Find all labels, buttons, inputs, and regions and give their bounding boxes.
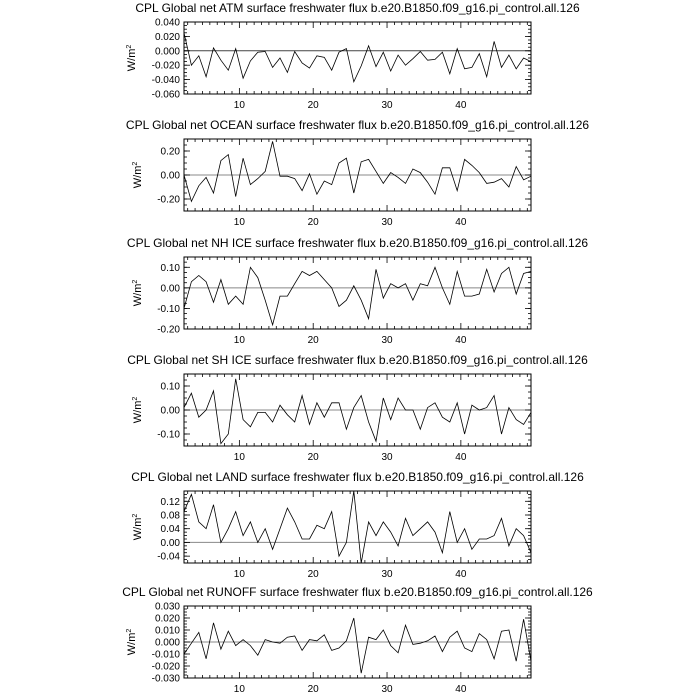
y-axis-label	[132, 397, 144, 424]
x-tick-label: 10	[233, 100, 245, 111]
y-tick-label: -0.040	[151, 75, 180, 87]
y-axis-label-unit: W/m	[132, 283, 144, 307]
y-tick-label: -0.030	[151, 673, 180, 685]
y-axis-label	[132, 280, 144, 307]
x-tick-label: 30	[381, 569, 393, 580]
y-axis-label-unit: W/m	[132, 165, 144, 189]
plot-frame	[184, 22, 531, 94]
x-tick-label: 10	[233, 452, 245, 463]
y-axis-label-unit: W/m	[126, 48, 139, 72]
y-axis-label-superscript: 2	[126, 628, 134, 633]
y-axis-label-superscript: 2	[132, 279, 139, 284]
series-line	[184, 618, 531, 673]
x-tick-label: 40	[455, 335, 467, 346]
y-tick-label: -0.04	[157, 551, 180, 563]
y-axis-label-superscript: 2	[126, 44, 134, 49]
y-tick-label: 0.020	[154, 613, 180, 625]
x-tick-label: 30	[381, 452, 393, 463]
y-tick-label: 0.00	[160, 537, 180, 549]
y-tick-label: 0.000	[154, 46, 180, 58]
panel-6	[122, 585, 593, 695]
y-tick-label: 0.12	[160, 496, 180, 508]
x-tick-label: 40	[455, 684, 467, 695]
y-axis-label-unit: W/m	[132, 400, 144, 424]
x-tick-label: 20	[307, 217, 319, 228]
y-tick-label: -0.010	[151, 649, 180, 661]
y-tick-label: 0.010	[154, 625, 180, 637]
panel-1	[126, 1, 580, 111]
x-tick-label: 10	[233, 335, 245, 346]
y-axis-label	[126, 629, 138, 656]
y-tick-label: 0.10	[160, 262, 180, 274]
panel-title: CPL Global net LAND surface freshwater flux b.e20.B1850.f09_g16.pi_control.all.126	[131, 470, 584, 484]
x-tick-label: 20	[307, 452, 319, 463]
y-tick-label: -0.060	[151, 89, 180, 101]
y-tick-label: 0.10	[160, 381, 180, 393]
x-tick-label: 30	[381, 217, 393, 228]
y-axis-label-unit: W/m	[132, 517, 144, 541]
y-tick-label: 0.00	[160, 170, 180, 182]
y-tick-label: 0.04	[160, 524, 180, 536]
panel-title: CPL Global net NH ICE surface freshwater flux b.e20.B1850.f09_g16.pi_control.all.126	[126, 236, 589, 250]
y-tick-label: 0.030	[154, 601, 180, 613]
y-axis-label-superscript: 2	[132, 513, 139, 518]
y-axis-label	[132, 162, 144, 189]
x-tick-label: 10	[233, 217, 245, 228]
y-tick-label: -0.20	[157, 324, 180, 336]
y-axis-label	[132, 514, 144, 541]
y-axis-label-superscript: 2	[132, 161, 139, 166]
x-tick-label: 30	[381, 335, 393, 346]
series-line	[184, 33, 531, 82]
y-tick-label: 0.00	[160, 283, 180, 295]
y-tick-label: 0.00	[160, 405, 180, 417]
panel-title: CPL Global net OCEAN surface freshwater flux b.e20.B1850.f09_g16.pi_control.all.126	[125, 118, 590, 132]
x-tick-label: 20	[307, 335, 319, 346]
panel-5	[131, 470, 584, 580]
x-tick-label: 40	[455, 569, 467, 580]
series-line	[184, 141, 531, 201]
y-axis-label-superscript: 2	[132, 396, 139, 401]
y-tick-label: -0.10	[157, 303, 180, 315]
y-tick-label: 0.020	[154, 31, 180, 43]
y-tick-label: -0.020	[151, 661, 180, 673]
y-axis-label-unit: W/m	[126, 632, 139, 656]
y-tick-label: 0.000	[154, 637, 180, 649]
x-tick-label: 20	[307, 569, 319, 580]
panel-3	[127, 236, 588, 346]
panel-2	[126, 118, 589, 228]
y-tick-label: -0.10	[157, 429, 180, 441]
x-tick-label: 40	[455, 452, 467, 463]
x-tick-label: 40	[455, 217, 467, 228]
y-tick-label: 0.040	[154, 17, 180, 29]
x-tick-label: 20	[307, 100, 319, 111]
panel-title: CPL Global net SH ICE surface freshwater flux b.e20.B1850.f09_g16.pi_control.all.126	[127, 353, 588, 367]
y-tick-label: 0.08	[160, 510, 180, 522]
x-tick-label: 30	[381, 100, 393, 111]
series-line	[184, 267, 531, 325]
x-tick-label: 30	[381, 684, 393, 695]
x-tick-label: 10	[233, 569, 245, 580]
panel-title: CPL Global net ATM surface freshwater flux b.e20.B1850.f09_g16.pi_control.all.126	[135, 1, 580, 15]
series-line	[184, 491, 531, 563]
series-line	[184, 379, 531, 444]
x-tick-label: 20	[307, 684, 319, 695]
y-tick-label: 0.20	[160, 146, 180, 158]
y-axis-label	[126, 45, 138, 72]
x-tick-label: 10	[233, 684, 245, 695]
panel-4	[127, 353, 588, 463]
y-tick-label: -0.020	[151, 60, 180, 72]
panel-title: CPL Global net RUNOFF surface freshwater flux b.e20.B1850.f09_g16.pi_control.all.126	[122, 585, 593, 599]
x-tick-label: 40	[455, 100, 467, 111]
y-tick-label: -0.20	[157, 194, 180, 206]
